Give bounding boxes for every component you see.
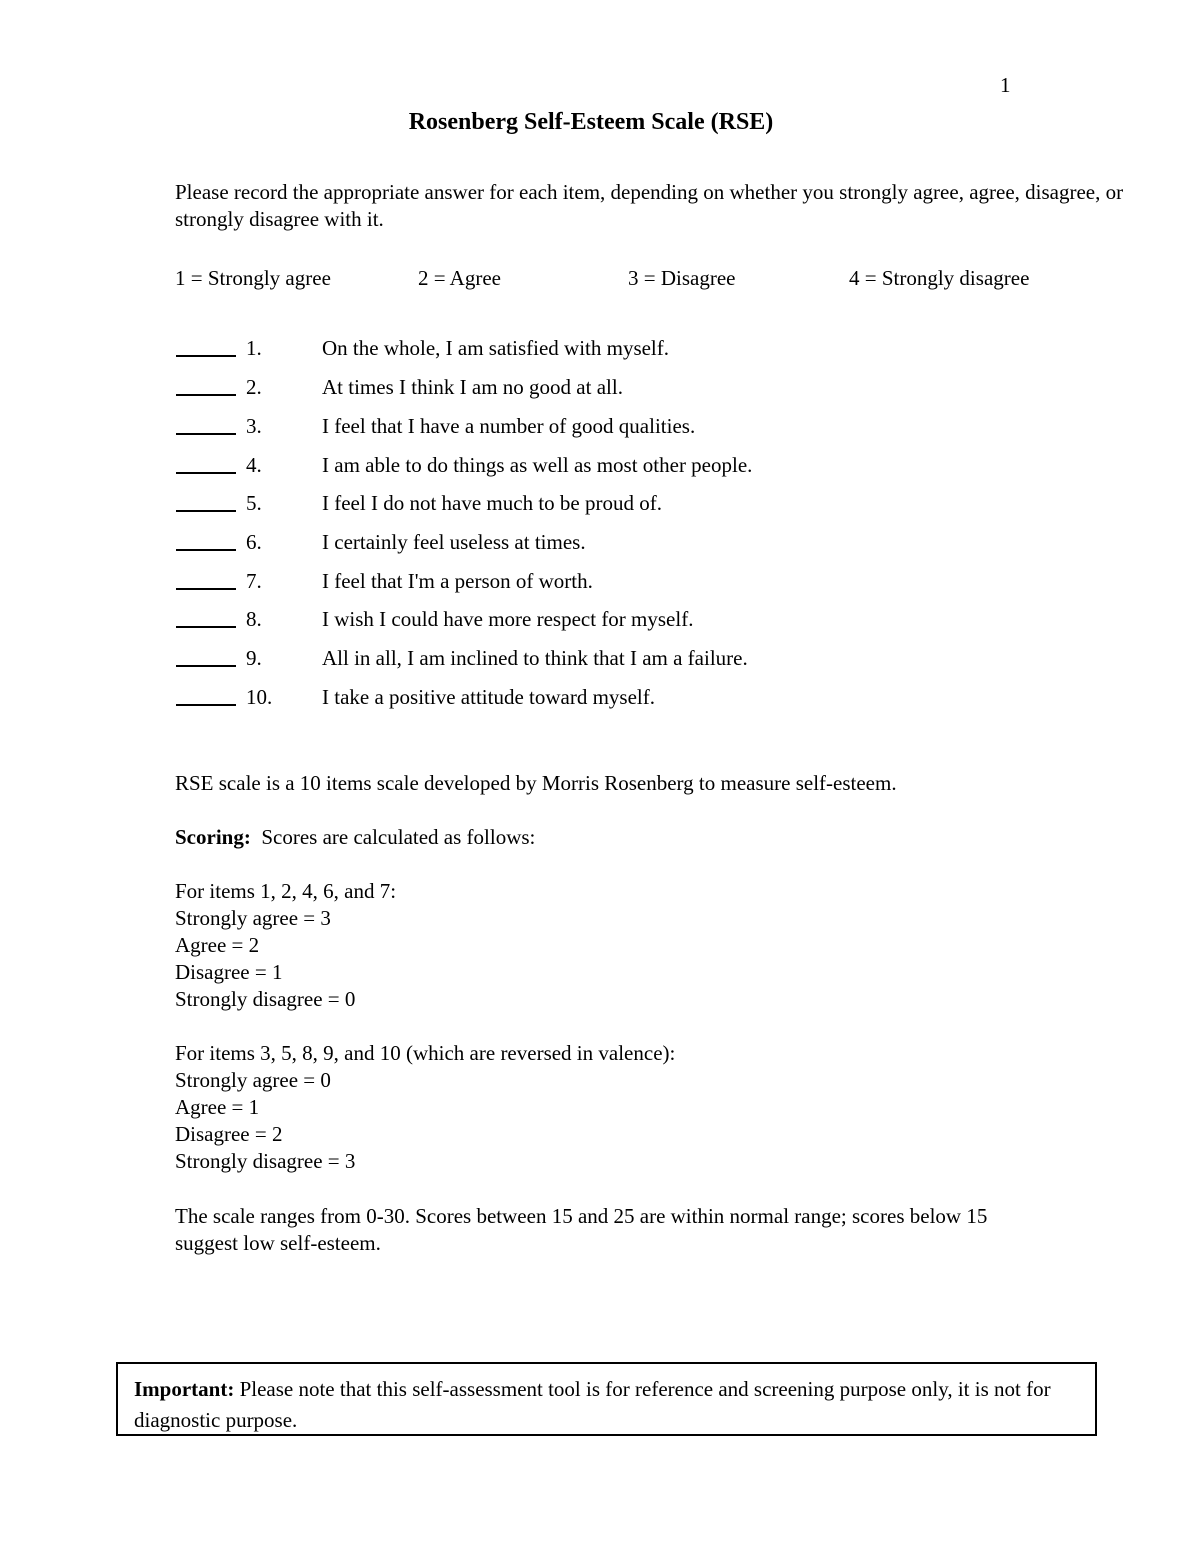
instructions: Please record the appropriate answer for each item, depending on whether you strongly agree, agree, disagree, or strongly disagree with it. [175, 180, 1124, 231]
item-number: 7. [246, 569, 262, 593]
item-number: 2. [246, 375, 262, 399]
item-statement: At times I think I am no good at all. [322, 375, 623, 399]
answer-blank[interactable] [176, 704, 236, 706]
scale-description: RSE scale is a 10 items scale developed by Morris Rosenberg to measure self-esteem. [175, 771, 897, 795]
item-number: 1. [246, 336, 262, 360]
item-statement: On the whole, I am satisfied with myself. [322, 336, 670, 360]
group2-heading: For items 3, 5, 8, 9, and 10 (which are reversed in valence): [175, 1041, 676, 1065]
important-text: Please note that this self-assessment tool is for reference and screening purpose only, it is not for diagnostic purpose. [134, 1377, 1051, 1432]
scoring-label: Scoring: [175, 825, 251, 849]
item-number: 5. [246, 491, 262, 515]
item-statement: I feel that I'm a person of worth. [322, 569, 593, 593]
group1-line: Disagree = 1 [175, 960, 283, 984]
answer-blank[interactable] [176, 626, 236, 628]
page-title: Rosenberg Self-Esteem Scale (RSE) [408, 109, 774, 135]
item-number: 10. [246, 685, 273, 709]
page-number: 1 [1000, 73, 1011, 97]
important-notice [116, 1362, 1097, 1436]
item-statement: All in all, I am inclined to think that I am a failure. [322, 646, 748, 670]
answer-blank[interactable] [176, 665, 236, 667]
item-statement: I feel that I have a number of good qualities. [322, 414, 696, 438]
answer-blank[interactable] [176, 549, 236, 551]
group2-line: Strongly disagree = 3 [175, 1149, 356, 1173]
item-statement: I wish I could have more respect for myself. [322, 607, 694, 631]
item-number: 4. [246, 453, 262, 477]
group2-line: Agree = 1 [175, 1095, 260, 1119]
group1-line: Strongly agree = 3 [175, 906, 331, 930]
item-number: 6. [246, 530, 262, 554]
answer-blank[interactable] [176, 433, 236, 435]
item-statement: I take a positive attitude toward myself. [322, 685, 655, 709]
legend-strongly-disagree: 4 = Strongly disagree [849, 266, 1030, 290]
answer-blank[interactable] [176, 472, 236, 474]
item-number: 3. [246, 414, 262, 438]
item-number: 9. [246, 646, 262, 670]
group2-line: Disagree = 2 [175, 1122, 283, 1146]
item-statement: I am able to do things as well as most other people. [322, 453, 753, 477]
answer-blank[interactable] [176, 510, 236, 512]
scoring-text: Scores are calculated as follows: [261, 825, 536, 849]
range-text-continued: suggest low self-esteem. [175, 1231, 381, 1255]
legend-disagree: 3 = Disagree [628, 266, 736, 290]
group1-line: Agree = 2 [175, 933, 260, 957]
answer-blank[interactable] [176, 588, 236, 590]
legend-agree: 2 = Agree [418, 266, 501, 290]
legend-strongly-agree: 1 = Strongly agree [175, 266, 331, 290]
answer-blank[interactable] [176, 394, 236, 396]
item-number: 8. [246, 607, 262, 631]
item-statement: I feel I do not have much to be proud of. [322, 491, 662, 515]
scoring-intro [175, 827, 535, 848]
important-label: Important: [134, 1377, 235, 1401]
range-text: The scale ranges from 0-30. Scores between 15 and 25 are within normal range; scores below 15 [175, 1204, 988, 1228]
group1-line: Strongly disagree = 0 [175, 987, 356, 1011]
item-statement: I certainly feel useless at times. [322, 530, 586, 554]
answer-blank[interactable] [176, 355, 236, 357]
group1-heading: For items 1, 2, 4, 6, and 7: [175, 879, 397, 903]
group2-line: Strongly agree = 0 [175, 1068, 331, 1092]
